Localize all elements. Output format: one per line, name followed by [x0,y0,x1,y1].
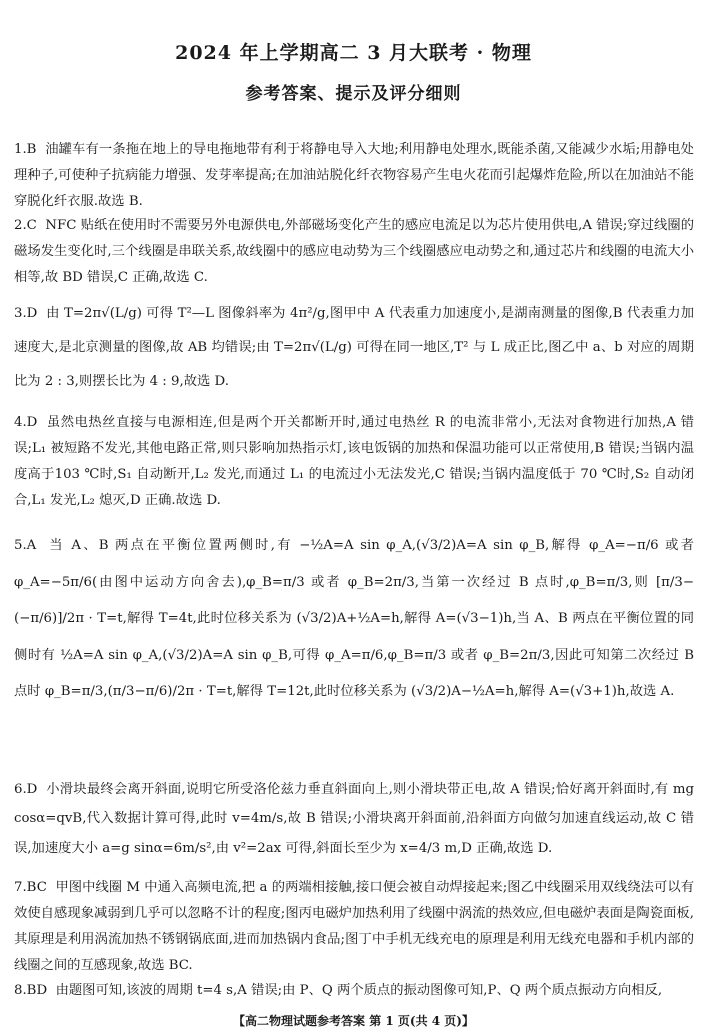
answer-item-1 [14,137,694,215]
answer-number: 6.D [14,782,38,797]
answer-number: 4.D [14,415,38,430]
answer-item-7 [14,875,694,979]
answer-number: 3.D [14,306,38,321]
answer-item-6 [14,775,694,863]
answer-text: NFC 贴纸在使用时不需要另外电源供电,外部磁场变化产生的感应电流足以为芯片使用供电,A 错误;穿过线圈的磁场发生变化时,三个线圈是串联关系,故线圈中的感应电动势为三个线圈感应电动势之和,通过芯片和线圈的电流大小相等,故 BD 错误,C 正确,故选 C. [14,218,694,285]
answer-number: 7.BC [14,880,47,895]
answer-text: 当 A、B 两点在平衡位置两侧时,有 −½A=A sin φ_A,(√3/2)A=A sin φ_B,解得 φ_A=−π/6 或者 φ_A=−5π/6(由图中运动方向舍去),φ_B=π/3 或者 φ_B=2π/3,当第一次经过 B 点时,φ_B=π/3,则 [π/3−(−π/6)]/2π · T=t,解得 T=4t,此时位移关系为 (√3/2)A+½A=h,解得 A=(√3−1)h,当 A、B 两点在平衡位置的同侧时有 ½A=A sin φ_A,(√3/2)A=A sin φ_B,可得 φ_A=π/6,φ_B=π/3 或者 φ_B=2π/3,因此可知第二次经过 B 点时 φ_B=π/3,(π/3−π/6)/2π · T=t,解得 T=12t,此时位移关系为 (√3/2)A−½A=h,解得 A=(√3+1)h,故选 A. [14,538,694,700]
page-title: 2024 年上学期高二 3 月大联考 · 物理 [175,42,532,64]
page-footer: 【高二物理试题参考答案 第 1 页(共 4 页)】 [233,1014,474,1028]
answer-item-8 [14,978,694,1004]
answer-text: 甲图中线圈 M 中通入高频电流,把 a 的两端相接触,接口便会被自动焊接起来;图乙中线圈采用双线绕法可以有效使自感现象减弱到几乎可以忽略不计的程度;图丙电磁炉加热利用了线圈中涡流的热效应,但电磁炉表面是陶瓷面板,其原理是利用涡流加热不锈钢锅底面,进而加热锅内食品;图丁中手机无线充电的原理是利用无线充电器和手机内部的线圈之间的互感现象,故选 BC. [14,880,694,973]
answer-text: 小滑块最终会离开斜面,说明它所受洛伦兹力垂直斜面向上,则小滑块带正电,故 A 错误;恰好离开斜面时,有 mg cosα=qvB,代入数据计算可得,此时 v=4m/s,故 B 错误;小滑块离开斜面前,沿斜面方向做匀加速直线运动,故 C 错误,加速度大小 a=g sinα=6m/s²,由 v²=2ax 可得,斜面长至少为 x=4/3 m,D 正确,故选 D. [14,782,694,856]
answer-number: 8.BD [14,983,48,998]
answer-number: 2.C [14,218,37,233]
answer-number: 1.B [14,142,37,157]
answer-item-2 [14,213,694,291]
page-subtitle: 参考答案、提示及评分细则 [245,84,462,104]
answer-item-5 [14,528,694,711]
answer-text: 由题图可知,该波的周期 t=4 s,A 错误;由 P、Q 两个质点的振动图像可知,P、Q 两个质点振动方向相反, [55,983,663,998]
answer-text: 由 T=2π√(L/g) 可得 T²—L 图像斜率为 4π²/g,图甲中 A 代表重力加速度小,是湖南测量的图像,B 代表重力加速度大,是北京测量的图像,故 AB 均错误;由 T=2π√(L/g) 可得在同一地区,T² 与 L 成正比,图乙中 a、b 对应的周期比为 2 : 3,则摆长比为 4 : 9,故选 D. [14,306,694,389]
answer-text: 虽然电热丝直接与电源相连,但是两个开关都断开时,通过电热丝 R 的电流非常小,无法对食物进行加热,A 错误;L₁ 被短路不发光,其他电路正常,则只影响加热指示灯,该电饭锅的加热和保温功能可以正常使用,B 错误;当锅内温度高于103 ℃时,S₁ 自动断开,L₂ 发光,而通过 L₁ 的电流过小无法发光,C 错误;当锅内温度低于 70 ℃时,S₂ 自动闭合,L₁ 发光,L₂ 熄灭,D 正确.故选 D. [14,415,694,508]
answer-item-3 [14,297,694,399]
answer-text: 油罐车有一条拖在地上的导电拖地带有利于将静电导入大地;利用静电处理水,既能杀菌,又能减少水垢;用静电处理种子,可使种子抗病能力增强、发芽率提高;在加油站脱化纤衣物容易产生电火花而引起爆炸危险,所以在加油站不能穿脱化纤衣服.故选 B. [14,142,694,209]
answer-item-4 [14,410,694,514]
answer-number: 5.A [14,538,37,553]
